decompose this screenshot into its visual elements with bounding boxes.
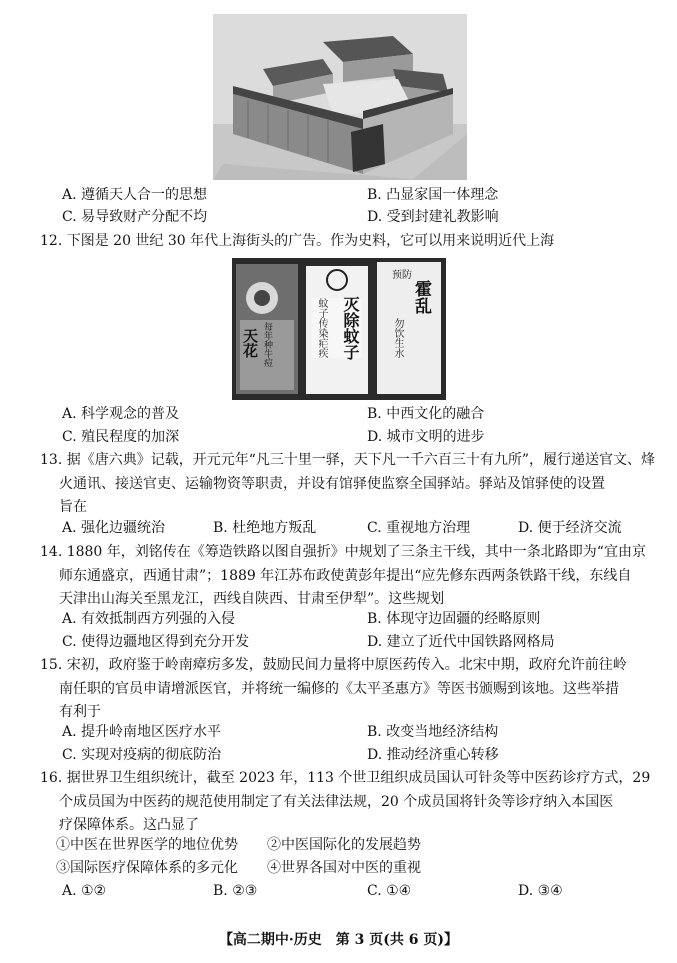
q14-option-c[interactable]: C. 使得边疆地区得到充分开发	[62, 634, 250, 650]
q16-item-4: ④世界各国对中医的重视	[267, 860, 421, 876]
q16-option-b[interactable]: B. ②③	[213, 883, 258, 899]
q11-option-c[interactable]: C. 易导致财产分配不均	[62, 209, 208, 225]
q11-option-b[interactable]: B. 凸显家国一体理念	[367, 187, 499, 203]
ad-middle-title: 灭除蚊子	[341, 296, 360, 360]
q16-line-2: 个成员国为中医药的规范使用制定了有关法律法规，20 个成员国将针灸等诊疗纳入本国医	[59, 793, 614, 810]
q15-option-d[interactable]: D. 推动经济重心转移	[367, 747, 499, 763]
q15-option-b[interactable]: B. 改变当地经济结构	[367, 724, 499, 740]
q15-option-c[interactable]: C. 实现对疫病的彻底防治	[62, 747, 222, 763]
q14-line-2: 师东通盛京，西通甘肃”；1889 年江苏布政使黄彭年提出“应先修东西两条铁路干线，东线自	[59, 567, 632, 584]
q12-stem: 12. 下图是 20 世纪 30 年代上海街头的广告。作为史料，它可以用来说明近代上海	[40, 233, 555, 249]
ad-middle-sub: 蚊子传染疟疾	[316, 298, 327, 358]
q12-option-b[interactable]: B. 中西文化的融合	[367, 406, 485, 422]
q14-line-3: 天津出山海关至黑龙江，西线自陕西、甘肃至伊犁”。这些规划	[59, 591, 445, 607]
q13-line-1: 13. 据《唐六典》记载，开元元年“凡三十里一驿，天下凡一千六百三十有九所”，履行递送官文、烽	[40, 452, 656, 468]
q15-stem	[40, 654, 642, 725]
q16-option-d[interactable]: D. ③④	[518, 883, 563, 899]
q11-option-d[interactable]: D. 受到封建礼教影响	[367, 209, 499, 225]
q13-line-3: 旨在	[59, 499, 87, 515]
q16-line-1: 16. 据世界卫生组织统计，截至 2023 年，113 个世卫组织成员国认可针灸等中医药诊疗方式，29	[40, 770, 651, 786]
q16-option-c[interactable]: C. ①④	[367, 883, 412, 899]
courtyard-house-image	[213, 14, 467, 180]
q14-line-1: 14. 1880 年，刘铭传在《筹造铁路以图自强折》中规划了三条主干线，其中一条北路即为“宜由京	[40, 544, 646, 560]
q12-option-d[interactable]: D. 城市文明的进步	[367, 429, 485, 445]
q14-option-d[interactable]: D. 建立了近代中国铁路网格局	[367, 634, 555, 650]
q15-line-3: 有利于	[59, 704, 101, 720]
q13-option-b[interactable]: B. 杜绝地方叛乱	[213, 520, 317, 536]
page-footer: 【高二期中·历史 第 3 页(共 6 页)】	[218, 932, 459, 948]
shanghai-ads-photo	[232, 258, 446, 400]
q14-option-b[interactable]: B. 体现守边固疆的经略原则	[367, 611, 541, 627]
ad-left-big-text: 天花	[241, 328, 259, 358]
ad-right-title: 霍乱	[411, 280, 431, 314]
q16-line-3: 疗保障体系。这凸显了	[59, 817, 199, 833]
ad-right-top: 预防	[392, 270, 412, 281]
q15-line-1: 15. 宋初，政府鉴于岭南瘴疠多发，鼓励民间力量将中原医药传入。北宋中期，政府允许前往岭	[40, 657, 627, 673]
q12-option-c[interactable]: C. 殖民程度的加深	[62, 429, 180, 445]
q13-option-c[interactable]: C. 重视地方治理	[367, 520, 471, 536]
q15-option-a[interactable]: A. 提升岭南地区医疗水平	[62, 724, 222, 740]
q16-option-a[interactable]: A. ①②	[62, 883, 107, 899]
q14-stem	[40, 541, 646, 612]
ad-right-sub: 勿饮生水	[392, 318, 403, 358]
q15-line-2: 南任职的官员申请增派医官，并将统一编修的《太平圣惠方》等医书颁赐到该地。这些举措	[59, 680, 619, 697]
q13-option-d[interactable]: D. 便于经济交流	[518, 520, 622, 536]
q16-item-1: ①中医在世界医学的地位优势	[56, 837, 238, 853]
q13-stem	[40, 449, 656, 520]
q13-line-2: 火通讯、接送官吏、运输物资等职责，并设有馆驿使监察全国驿站。驿站及馆驿使的设置	[59, 475, 605, 492]
q14-option-a[interactable]: A. 有效抵制西方列强的入侵	[62, 611, 236, 627]
q16-stem	[40, 767, 651, 838]
q16-item-2: ②中医国际化的发展趋势	[267, 837, 421, 853]
q16-item-3: ③国际医疗保障体系的多元化	[56, 860, 238, 876]
ad-left-small-text: 每年种牛痘	[262, 322, 272, 367]
q11-option-a[interactable]: A. 遵循天人合一的思想	[62, 187, 208, 203]
q13-option-a[interactable]: A. 强化边疆统治	[62, 520, 166, 536]
q12-option-a[interactable]: A. 科学观念的普及	[62, 406, 180, 422]
